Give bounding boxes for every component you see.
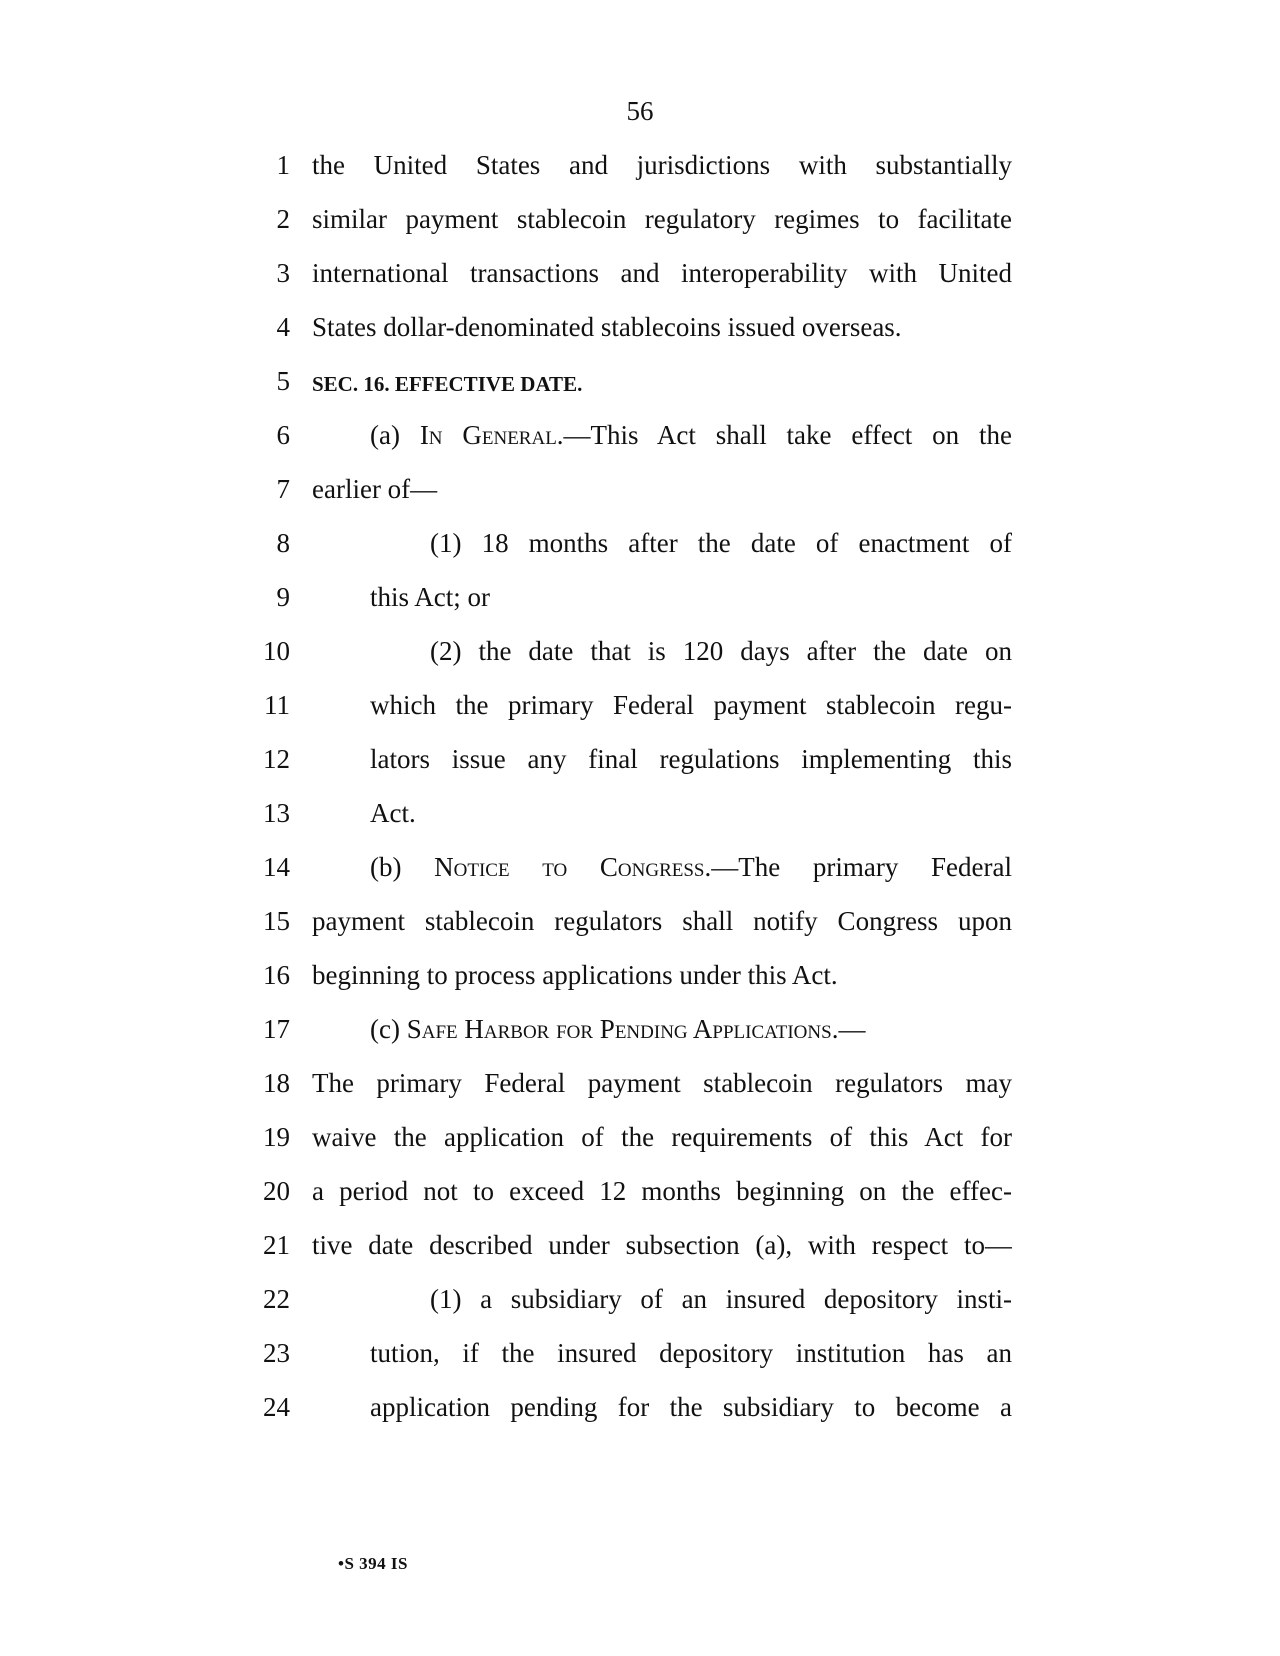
line-text: waive the application of the requirements of this Act for xyxy=(312,1122,1012,1152)
line-19 xyxy=(0,1114,1280,1168)
line-text: lators issue any final regulations implementing this xyxy=(370,744,1012,774)
subsection-title: In General. xyxy=(419,420,564,450)
line-9 xyxy=(0,574,1280,628)
subsection-a-header xyxy=(370,420,1012,456)
line-15 xyxy=(0,898,1280,952)
line-text: tution, if the insured depository institution has an xyxy=(370,1338,1012,1368)
line-number: 6 xyxy=(276,420,290,450)
line-number: 4 xyxy=(276,312,290,342)
line-text: payment stablecoin regulators shall notify Congress upon xyxy=(312,906,1012,936)
line-24 xyxy=(0,1384,1280,1438)
subsection-title: Safe Harbor for Pending Applications. xyxy=(406,1014,839,1044)
line-text: Act. xyxy=(370,798,416,828)
line-number: 9 xyxy=(276,582,290,612)
line-6 xyxy=(0,412,1280,466)
bill-identifier-footer: •S 394 IS xyxy=(338,1554,408,1573)
subsection-text: —The primary Federal xyxy=(711,852,1012,882)
subsection-text: —This Act shall take effect on the xyxy=(563,420,1012,450)
line-8 xyxy=(0,520,1280,574)
line-23 xyxy=(0,1330,1280,1384)
line-text: (1) 18 months after the date of enactment of xyxy=(430,528,1012,558)
line-number: 17 xyxy=(263,1014,290,1044)
line-text: beginning to process applications under this Act. xyxy=(312,960,838,990)
line-1 xyxy=(0,142,1280,196)
line-number: 8 xyxy=(276,528,290,558)
line-number: 19 xyxy=(263,1122,290,1152)
line-2 xyxy=(0,196,1280,250)
line-18 xyxy=(0,1060,1280,1114)
line-22 xyxy=(0,1276,1280,1330)
line-text: this Act; or xyxy=(370,582,490,612)
line-number: 16 xyxy=(263,960,290,990)
line-text: States dollar-denominated stablecoins issued overseas. xyxy=(312,312,902,342)
subsection-label: (c) xyxy=(370,1014,407,1044)
line-number: 15 xyxy=(263,906,290,936)
line-number: 24 xyxy=(263,1392,290,1422)
line-number: 21 xyxy=(263,1230,290,1260)
subsection-b-header xyxy=(370,852,1012,888)
line-text: a period not to exceed 12 months beginning on the effec- xyxy=(312,1176,1012,1206)
line-10 xyxy=(0,628,1280,682)
line-12 xyxy=(0,736,1280,790)
bill-text xyxy=(0,142,1280,1438)
subsection-label: (b) xyxy=(370,852,435,882)
line-text: The primary Federal payment stablecoin regulators may xyxy=(312,1068,1012,1098)
line-number: 23 xyxy=(263,1338,290,1368)
page-number-text: 56 xyxy=(626,96,654,126)
line-21 xyxy=(0,1222,1280,1276)
line-7 xyxy=(0,466,1280,520)
line-text: international transactions and interoperability with United xyxy=(312,258,1012,288)
line-20 xyxy=(0,1168,1280,1222)
line-number: 3 xyxy=(276,258,290,288)
subsection-text: — xyxy=(838,1014,866,1044)
line-11 xyxy=(0,682,1280,736)
line-number: 5 xyxy=(276,366,290,396)
line-number: 10 xyxy=(263,636,290,666)
line-text: tive date described under subsection (a), with respect to— xyxy=(312,1230,1012,1260)
line-5 xyxy=(0,358,1280,412)
line-number: 22 xyxy=(263,1284,290,1314)
line-number: 7 xyxy=(276,474,290,504)
line-text: which the primary Federal payment stablecoin regu- xyxy=(370,690,1012,720)
line-number: 2 xyxy=(276,204,290,234)
line-text: (2) the date that is 120 days after the date on xyxy=(430,636,1012,666)
line-13 xyxy=(0,790,1280,844)
line-number: 1 xyxy=(276,150,290,180)
line-text: (1) a subsidiary of an insured depository insti- xyxy=(430,1284,1012,1314)
subsection-title: Notice to Congress. xyxy=(434,852,712,882)
subsection-c-header xyxy=(370,1014,1012,1045)
line-text: application pending for the subsidiary to become a xyxy=(370,1392,1012,1422)
line-number: 14 xyxy=(263,852,290,882)
line-number: 12 xyxy=(263,744,290,774)
subsection-label: (a) xyxy=(370,420,420,450)
line-number: 18 xyxy=(263,1068,290,1098)
line-17 xyxy=(0,1006,1280,1060)
line-text: the United States and jurisdictions with substantially xyxy=(312,150,1012,180)
page-number xyxy=(0,96,1280,127)
line-3 xyxy=(0,250,1280,304)
line-number: 13 xyxy=(263,798,290,828)
line-text: earlier of— xyxy=(312,474,438,504)
line-4 xyxy=(0,304,1280,358)
line-16 xyxy=(0,952,1280,1006)
line-number: 11 xyxy=(264,690,290,720)
line-text: similar payment stablecoin regulatory regimes to facilitate xyxy=(312,204,1012,234)
section-heading: SEC. 16. EFFECTIVE DATE. xyxy=(312,372,583,396)
line-14 xyxy=(0,844,1280,898)
line-number: 20 xyxy=(263,1176,290,1206)
